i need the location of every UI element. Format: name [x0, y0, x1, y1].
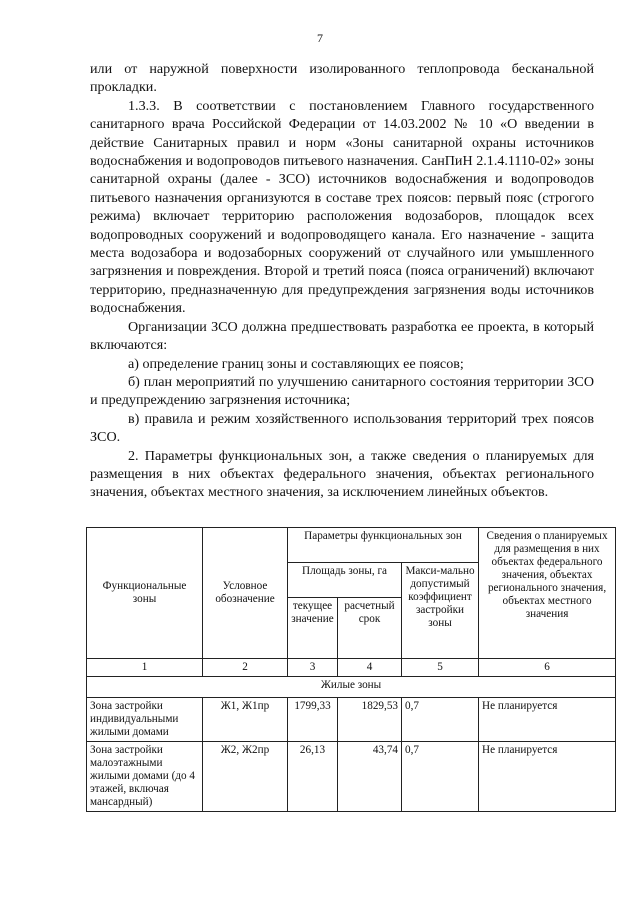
header-designation: Условное обозначение [203, 528, 288, 659]
zone-name: Зона застройки малоэтажными жилыми домами (до 4 этажей, включая мансардный) [87, 742, 203, 812]
section-title: Жилые зоны [87, 677, 616, 698]
zone-designation: Ж1, Ж1пр [203, 698, 288, 742]
column-number: 5 [402, 659, 479, 677]
area-planned: 1829,53 [338, 698, 402, 742]
page-number: 7 [317, 31, 323, 45]
area-planned: 43,74 [338, 742, 402, 812]
header-info: Сведения о планируемых для размещения в них объектах федерального значения, объектах регионального значения, объектах местного значения [479, 528, 616, 659]
max-coefficient: 0,7 [402, 742, 479, 812]
table-row [87, 698, 616, 742]
table-row [87, 742, 616, 812]
header-current: текущее значение [288, 598, 338, 659]
max-coefficient: 0,7 [402, 698, 479, 742]
header-area: Площадь зоны, га [288, 563, 402, 598]
planned-objects: Не планируется [479, 698, 616, 742]
planned-objects: Не планируется [479, 742, 616, 812]
column-number: 6 [479, 659, 616, 677]
column-number: 4 [338, 659, 402, 677]
paragraph: 2. Параметры функциональных зон, а также сведения о планируемых для размещения в них объектах федерального значения, объектах регионального значения, объектах местного значения, за исключением линейных объектов. [90, 447, 594, 501]
header-params: Параметры функциональных зон [288, 528, 479, 563]
column-number: 1 [87, 659, 203, 677]
zone-name: Зона застройки индивидуальными жилыми домами [87, 698, 203, 742]
area-current: 26,13 [288, 742, 338, 812]
header-max-coef: Макси-мально допустимый коэффициент застройки зоны [402, 563, 479, 659]
column-number: 3 [288, 659, 338, 677]
paragraph: б) план мероприятий по улучшению санитарного состояния территории ЗСО и предупреждению загрязнения источника; [90, 373, 594, 409]
body-text [90, 60, 594, 502]
column-number: 2 [203, 659, 288, 677]
paragraph: в) правила и режим хозяйственного использования территорий трех поясов ЗСО. [90, 410, 594, 446]
functional-zones-table [86, 527, 616, 812]
paragraph: а) определение границ зоны и составляющих ее поясов; [128, 355, 464, 372]
header-functional-zones: Функциональные зоны [87, 528, 203, 659]
paragraph: или от наружной поверхности изолированного теплопровода бесканальной прокладки. [90, 61, 594, 96]
paragraph: 1.3.3. В соответствии с постановлением Главного государственного санитарного врача Российской Федерации от 14.03.2002 № 10 «О введении в действие Санитарных правил и норм «Зоны санитарной охраны источников водоснабжения и водопроводов питьевого назначения. СанПиН 2.1.4.1110-02» зоны санитарной охраны (далее - ЗСО) источников водоснабжения и водопроводов питьевого назначения организуются в составе трех поясов: первый пояс (строгого режима) включает территорию расположения водозаборов, площадок всех водопроводных сооружений и водопроводящего канала. Его назначение - защита места водозабора и водозаборных сооружений от случайного или умышленного загрязнения и повреждения. Второй и третий пояса (пояса ограничений) включают территорию, предназначенную для предупреждения загрязнения воды источников водоснабжения. [90, 97, 594, 317]
zone-designation: Ж2, Ж2пр [203, 742, 288, 812]
area-current: 1799,33 [288, 698, 338, 742]
column-numbers-row [87, 659, 616, 677]
header-planned: расчетный срок [338, 598, 402, 659]
paragraph: Организации ЗСО должна предшествовать разработка ее проекта, в который включаются: [90, 318, 594, 354]
